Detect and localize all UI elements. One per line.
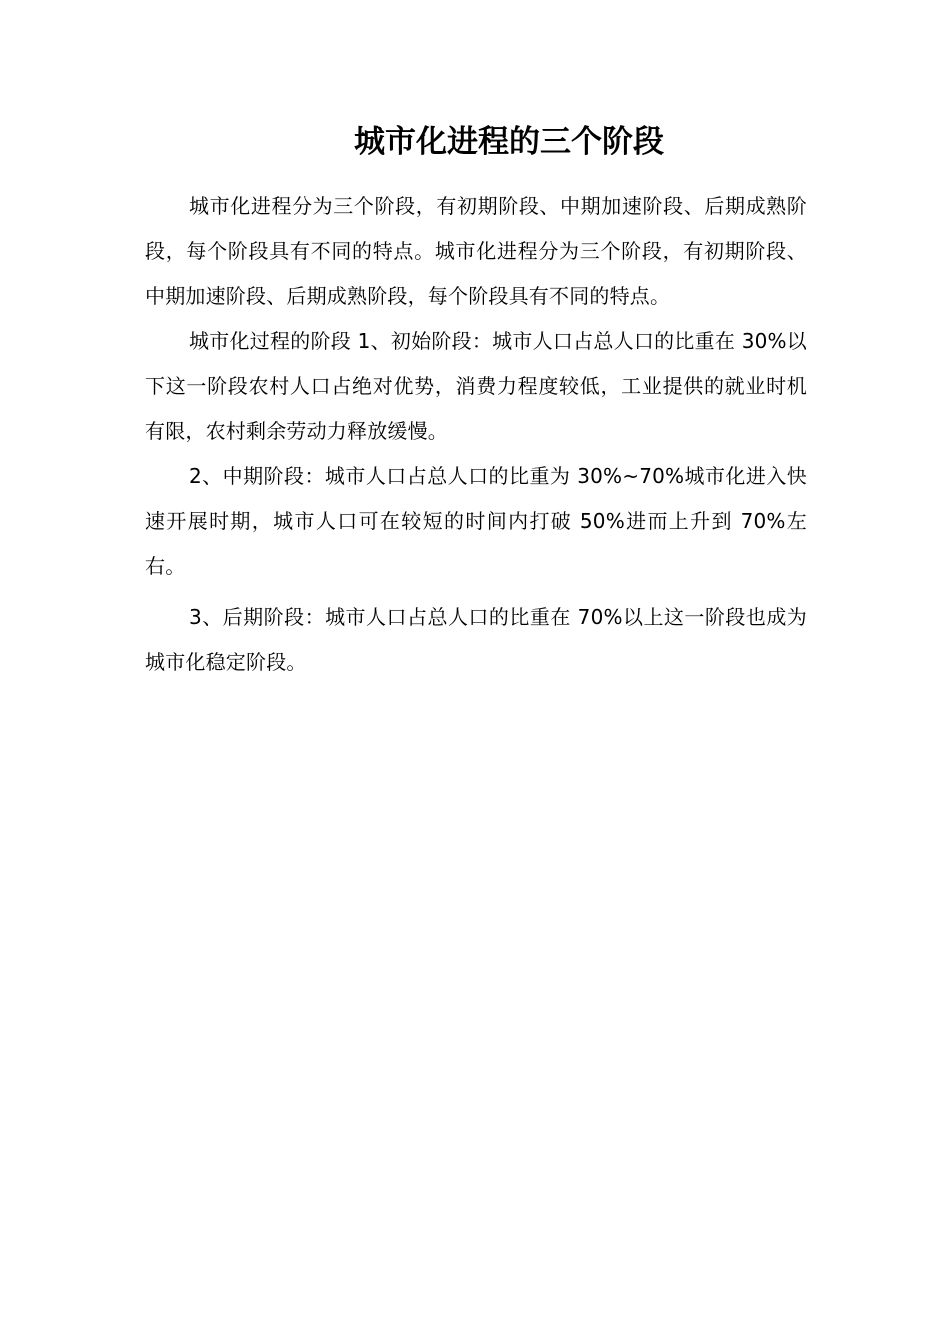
document-title: 城市化进程的三个阶段 <box>354 124 664 160</box>
paragraph-stage-initial: 城市化过程的阶段 1、初始阶段：城市人口占总人口的比重在 30%以下这一阶段农村人口占绝对优势，消费力程度较低，工业提供的就业时机有限，农村剩余劳动力释放缓慢。 <box>145 329 807 443</box>
document-body <box>145 184 807 685</box>
paragraph-stage-late: 3、后期阶段：城市人口占总人口的比重在 70%以上这一阶段也成为城市化稳定阶段。 <box>145 605 807 674</box>
paragraph-stage-middle: 2、中期阶段：城市人口占总人口的比重为 30%~70%城市化进入快速开展时期，城市人口可在较短的时间内打破 50%进而上升到 70%左右。 <box>145 464 807 578</box>
paragraph-intro: 城市化进程分为三个阶段，有初期阶段、中期加速阶段、后期成熟阶段，每个阶段具有不同的特点。城市化进程分为三个阶段，有初期阶段、中期加速阶段、后期成熟阶段，每个阶段具有不同的特点。 <box>145 194 807 308</box>
